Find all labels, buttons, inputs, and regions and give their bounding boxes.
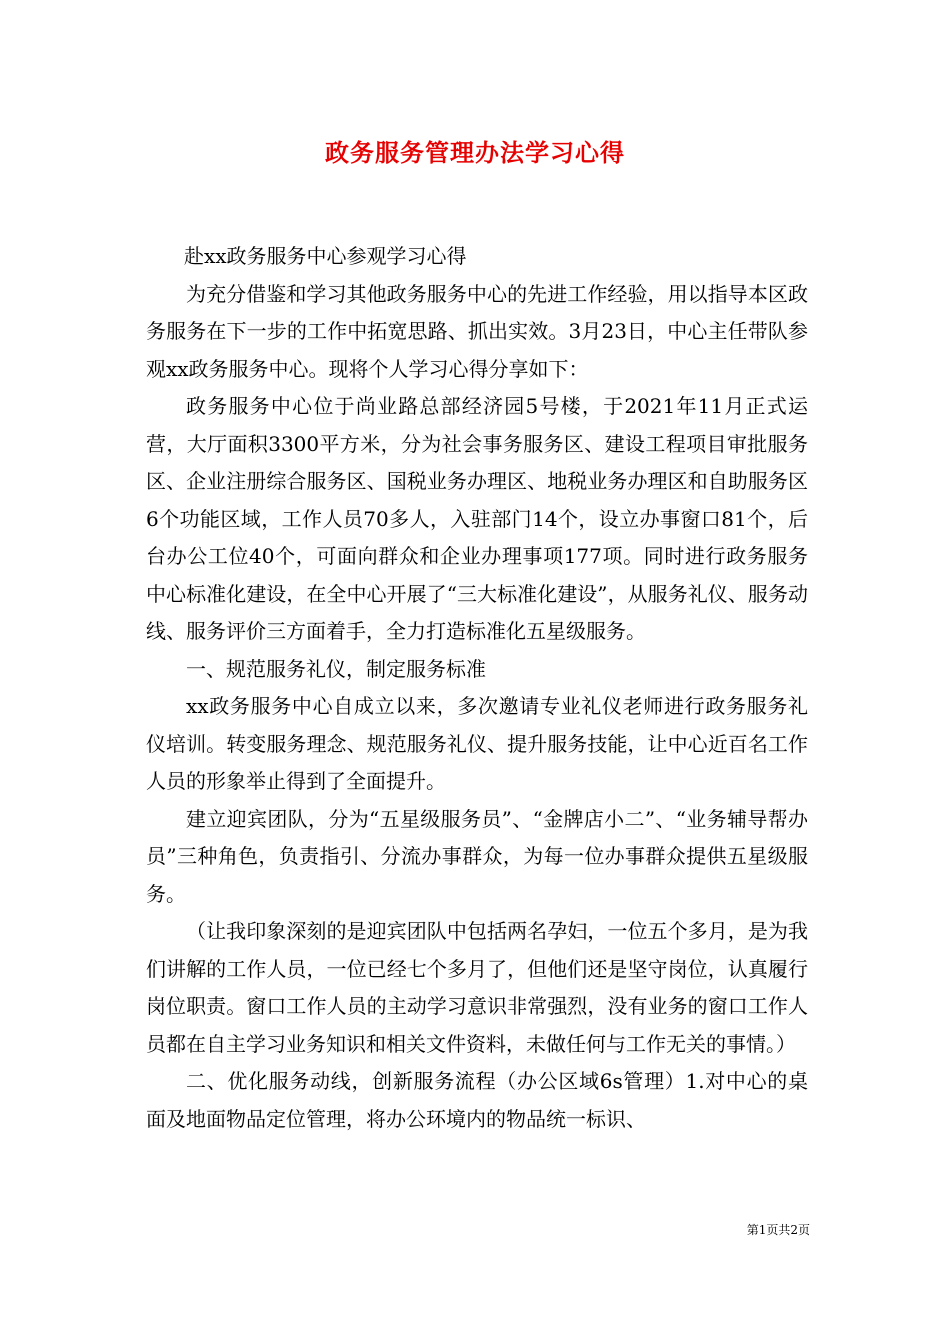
document-title: 政务服务管理办法学习心得 bbox=[325, 139, 625, 167]
paragraph-impression: （让我印象深刻的是迎宾团队中包括两名孕妇，一位五个多月，是为我们讲解的工作人员，一位已经七个多月了，但他们还是坚守岗位，认真履行岗位职责。窗口工作人员的主动学习意识非常强烈，没有业务的窗口工作人员都在自主学习业务知识和相关文件资料，未做任何与工作无关的事情。） bbox=[146, 919, 808, 1056]
paragraph-center-overview: 政务服务中心位于尚业路总部经济园5号楼，于2021年11月正式运营，大厅面积3300平方米，分为社会事务服务区、建设工程项目审批服务区、企业注册综合服务区、国税业务办理区、地税业务办理区和自助服务区6个功能区域，工作人员70多人，入驻部门14个，设立办事窗口81个，后台办公工位40个，可面向群众和企业办理事项177项。同时进行政务服务中心标准化建设，在全中心开展了“三大标准化建设”，从服务礼仪、服务动线、服务评价三方面着手，全力打造标准化五星级服务。 bbox=[146, 394, 808, 643]
section-heading-2: 二、优化服务动线，创新服务流程（办公区域6s管理）1.对中心的桌面及地面物品定位管理，将办公环境内的物品统一标识、 bbox=[146, 1069, 808, 1131]
paragraph-etiquette-training: xx政务服务中心自成立以来，多次邀请专业礼仪老师进行政务服务礼仪培训。转变服务理念、规范服务礼仪、提升服务技能，让中心近百名工作人员的形象举止得到了全面提升。 bbox=[146, 694, 808, 793]
section-heading-1: 一、规范服务礼仪，制定服务标准 bbox=[186, 656, 486, 681]
paragraph-welcome-team: 建立迎宾团队，分为“五星级服务员”、“金牌店小二”、“业务辅导帮办员”三种角色，负责指引、分流办事群众，为每一位办事群众提供五星级服务。 bbox=[146, 806, 808, 906]
page-number: 第1页共2页 bbox=[746, 1223, 810, 1237]
document-body bbox=[146, 238, 808, 1138]
paragraph-intro: 为充分借鉴和学习其他政务服务中心的先进工作经验，用以指导本区政务服务在下一步的工作中拓宽思路、抓出实效。3月23日，中心主任带队参观xx政务服务中心。现将个人学习心得分享如下： bbox=[146, 281, 808, 381]
paragraph-subtitle: 赴xx政务服务中心参观学习心得 bbox=[184, 244, 467, 268]
